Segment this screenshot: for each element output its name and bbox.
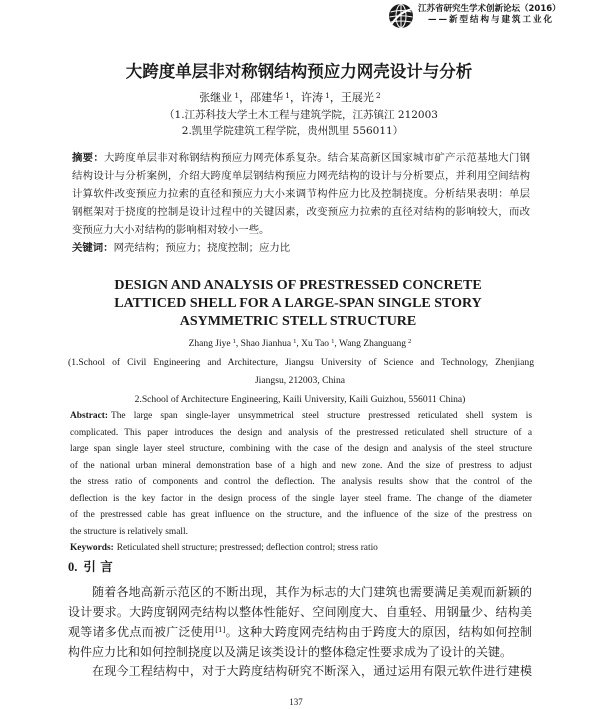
author-separator: , [296,339,302,349]
abstract-cn-line: 计算软件改变预应力拉索的直径和预应力大小来调节构件应力比及控制挠度。分析结果表明：单层 [72,188,530,200]
author-name: Shao Jianhua [240,339,292,349]
author-name: 邵建华 [250,91,284,104]
abstract-en-text: The large span single-layer unsymmetrical steel structure prestressed reticulated shell system is [111,411,532,421]
author-affil-mark: 1 [325,90,330,100]
citation-ref: [1] [215,625,226,635]
body-line: 构件应力比和如何控制挠度以及满足该类设计的整体稳定性要求成为了设计的关键。 [68,645,513,659]
affiliation-cn: （1.江苏科技大学土木工程与建筑学院，江苏镇江 212003 [164,109,438,121]
abstract-en-line: of the national urban mineral demonstration base of a high and new zone. And the size of prestress to adjust [70,461,532,471]
authors-cn [0,90,580,106]
author-affil-mark: 1 [285,90,290,100]
globe-logo-icon [388,3,414,29]
keywords-en-text: Reticulated shell structure; prestressed; deflection control; stress ratio [116,543,378,553]
author-name: 张继业 [199,91,233,104]
affiliation-en: (1.School of Civil Engineering and Architecture, Jiangsu University of Science and Technology, Zhenjiang [68,357,534,368]
abstract-en-line: the stress ratio of components and control the deflection. The analysis results show that the control of the [70,477,532,487]
author-name: Wang Zhanguang [338,339,407,349]
author-name: 许涛 [301,91,323,104]
abstract-cn-line: 变预应力大小对结构的影响相对较小一些。 [72,224,270,236]
abstract-cn-label: 摘要： [72,152,104,164]
body-text: 。这种大跨度网壳结构由于跨度大的原因，结构如何控制 [225,625,532,639]
section-title: 引 言 [83,559,113,574]
section-heading [68,559,113,575]
page-number: 137 [289,697,303,707]
forum-title: 江苏省研究生学术创新论坛（2016） [418,4,561,14]
author-name: 王展光 [340,91,374,104]
paper-title-en-line: DESIGN AND ANALYSIS OF PRESTRESSED CONCRETE [114,278,482,293]
paper-title-cn: 大跨度单层非对称钢结构预应力网壳设计与分析 [125,62,473,81]
author-separator: , [334,339,339,349]
body-line: 设计要求。大跨度钢网壳结构以整体性能好、空间刚度大、自重轻、用钢量少、结构美 [68,605,532,619]
keywords-cn-label: 关键词： [72,242,114,254]
abstract-en-line: the structure is relatively small. [70,527,188,537]
body-line: 在现今工程结构中，对于大跨度结构研究不断深入，通过运用有限元软件进行建模 [92,664,532,678]
author-affil-mark: 1 [234,90,240,100]
author-affil-mark: 1 [331,338,335,346]
body-line [68,624,532,640]
author-name: Zhang Jiye [188,339,231,349]
keywords-cn-text: 网壳结构；预应力；挠度控制；应力比 [113,242,291,254]
paper-title-en-line: ASYMMETRIC STELL STRUCTURE [179,314,417,329]
author-separator: ， [239,91,251,104]
author-affil-mark: 1 [293,338,297,346]
abstract-en-line [70,410,532,423]
abstract-cn-line: 结构设计与分析案例，介绍大跨度单层钢结构预应力网壳结构的设计与分析要点，并利用空间结构 [72,170,530,182]
abstract-en-label: Abstract: [70,411,109,421]
abstract-cn-line: 钢框架对于挠度的控制是设计过程中的关键因素，改变预应力拉索的直径对结构的影响较大，而改 [72,206,530,218]
keywords-en [70,542,532,555]
authors-en [0,338,600,351]
affiliation-en: Jiangsu, 212003, China [254,375,346,386]
forum-subtitle: ——新型结构与建筑工业化 [428,15,555,25]
abstract-en-line: large span single layer steel structure, combining with the case of the design and analysis of the steel structure [70,444,532,454]
abstract-en-line: of the prestressed cable has great influence on the structure, and the influence of the size of the prestress on [70,510,532,520]
author-affil-mark: 2 [408,338,412,346]
author-name: Xu Tao [301,339,330,349]
affiliation-en: 2.School of Architecture Engineering, Kaili University, Kaili Guizhou, 556011 China) [134,394,466,405]
keywords-en-label: Keywords: [70,543,114,553]
body-line: 随着各地高新示范区的不断出现，其作为标志的大门建筑也需要满足美观而新颖的 [92,585,532,599]
paper-title-en-line: LATTICED SHELL FOR A LARGE-SPAN SINGLE STORY [114,296,482,311]
abstract-en-line: deflection is the key factor in the design process of the single layer steel frame. The change of the diameter [70,494,532,504]
affiliation-cn: 2.凯里学院建筑工程学院，贵州凯里 556011） [181,125,404,137]
abstract-cn-text: 大跨度单层非对称钢结构预应力网壳体系复杂。结合某高新区国家城市矿产示范基地大门钢 [103,152,531,164]
author-separator: ， [290,91,301,104]
author-separator: ， [329,91,341,104]
author-separator: , [235,339,241,349]
section-number: 0. [68,560,78,574]
abstract-en-line: complicated. This paper introduces the design and analysis of the prestressed reticulated shell structure of a [70,428,532,438]
author-affil-mark: 2 [375,90,381,100]
keywords-cn [72,240,530,257]
abstract-cn-line [72,150,530,167]
author-affil-mark: 1 [232,338,236,346]
body-text: 观等诸多优点而被广泛使用 [68,625,216,639]
